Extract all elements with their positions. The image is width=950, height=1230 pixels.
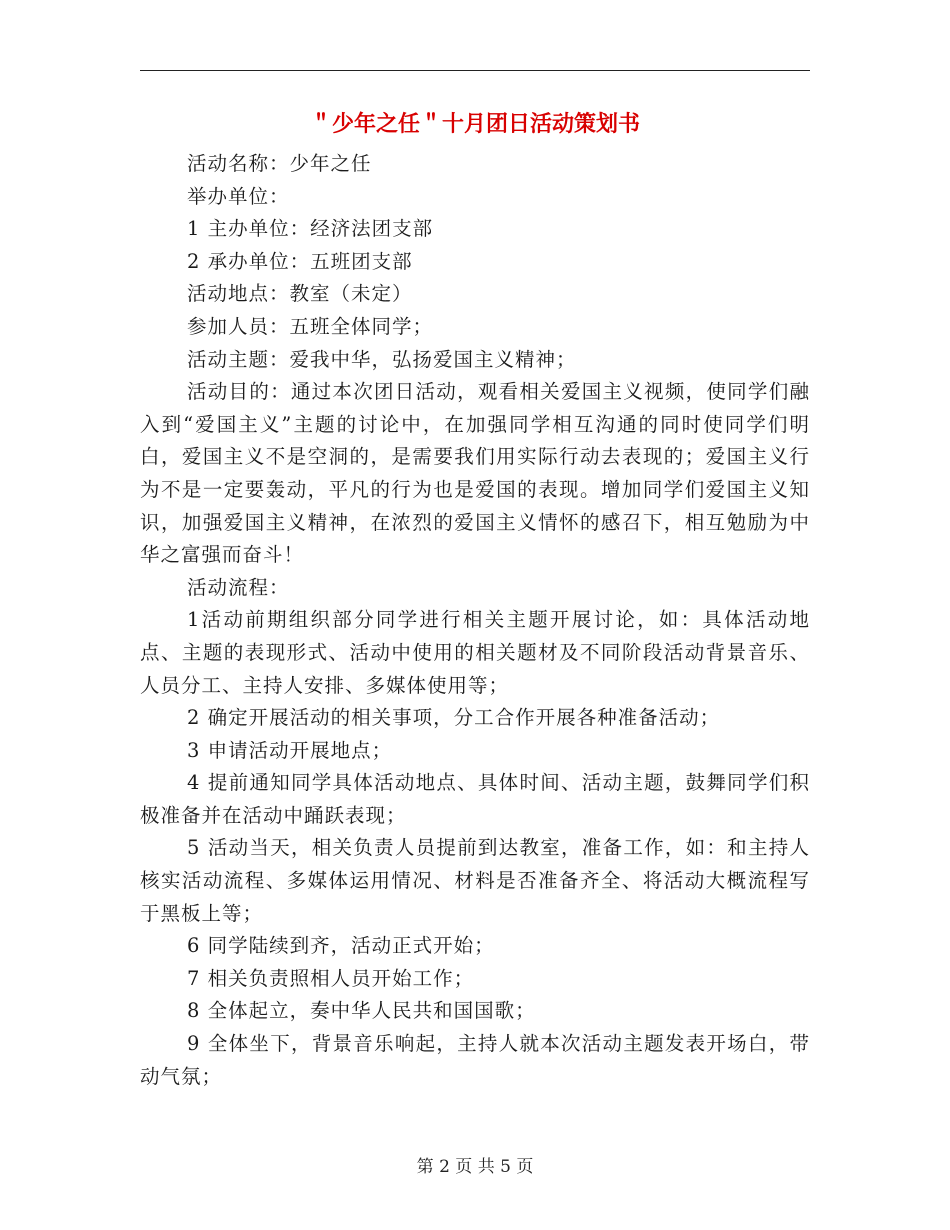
process-step-8: 8 全体起立，奏中华人民共和国国歌； — [187, 999, 536, 1023]
process-step-3: 3 申请活动开展地点； — [187, 738, 393, 762]
paragraph-theme: 活动主题：爱我中华，弘扬爱国主义精神； — [187, 347, 577, 371]
process-step-2: 2 确定开展活动的相关事项，分工合作开展各种准备活动； — [187, 706, 721, 730]
paragraph-activity-name: 活动名称：少年之任 — [187, 152, 372, 175]
paragraph-location: 活动地点：教室（未定） — [187, 282, 413, 306]
document-title: ＂少年之任＂十月团日活动策划书 — [309, 112, 640, 137]
process-step-6: 6 同学陆续到齐，活动正式开始； — [187, 934, 495, 958]
page-number: 第 2 页 共 5 页 — [416, 1157, 534, 1177]
process-step-9: 9 全体坐下，背景音乐响起，主持人就本次活动主题发表开场白，带动气氛； — [140, 1032, 810, 1088]
paragraph-process-heading: 活动流程： — [187, 575, 290, 599]
paragraph-co-host: 2 承办单位：五班团支部 — [187, 249, 413, 273]
process-step-5: 5 活动当天，相关负责人员提前到达教室，准备工作，如：和主持人核实活动流程、多媒体运用情况、材料是否准备齐全、将活动大概流程写于黑板上等； — [140, 836, 810, 925]
header-rule — [140, 70, 810, 71]
paragraph-purpose: 活动目的：通过本次团日活动，观看相关爱国主义视频，使同学们融入到“爱国主义”主题的讨论中，在加强同学相互沟通的同时使同学们明白，爱国主义不是空洞的，是需要我们用实际行动去表现的；爱国主义行为不是一定要轰动，平凡的行为也是爱国的表现。增加同学们爱国主义知识，加强爱国主义精神，在浓烈的爱国主义情怀的感召下，相互勉励为中华之富强而奋斗！ — [140, 380, 810, 567]
process-step-7: 7 相关负责照相人员开始工作； — [187, 966, 475, 990]
paragraph-participants: 参加人员：五班全体同学； — [187, 314, 434, 338]
process-step-1: 1活动前期组织部分同学进行相关主题开展讨论，如：具体活动地点、主题的表现形式、活动中使用的相关题材及不同阶段活动背景音乐、人员分工、主持人安排、多媒体使用等； — [140, 608, 810, 697]
document-body — [140, 148, 810, 1093]
paragraph-organizers: 举办单位： — [187, 184, 290, 208]
process-step-4: 4 提前通知同学具体活动地点、具体时间、活动主题，鼓舞同学们积极准备并在活动中踊跃表现； — [140, 771, 810, 827]
paragraph-host: 1 主办单位：经济法团支部 — [187, 217, 434, 241]
